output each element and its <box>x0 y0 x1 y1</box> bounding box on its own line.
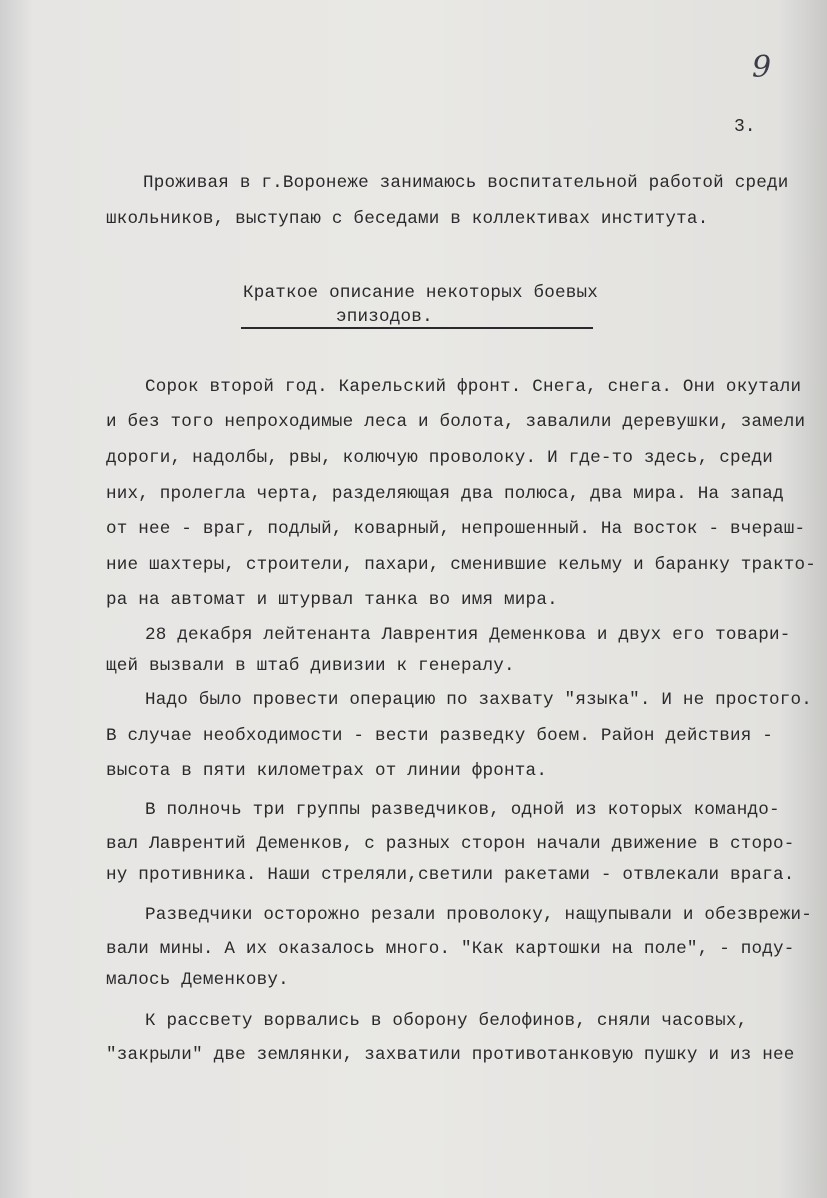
body-line: малось Деменкову. <box>106 970 289 990</box>
body-line: В случае необходимости - вести разведку боем. Район действия - <box>106 726 773 746</box>
body-line: вал Лаврентий Деменков, с разных сторон начали движение в сторо- <box>106 834 795 854</box>
body-line: дороги, надолбы, рвы, колючую проволоку. И где-то здесь, среди <box>106 448 773 468</box>
body-line: ние шахтеры, строители, пахари, сменившие кельму и баранку тракто- <box>106 555 817 575</box>
body-line: от нее - враг, подлый, коварный, непрошенный. На восток - вчераш- <box>106 519 806 539</box>
body-line: К рассвету ворвались в оборону белофинов, сняли часовых, <box>145 1011 748 1031</box>
intro-line: Проживая в г.Воронеже занимаюсь воспитательной работой среди <box>143 173 789 193</box>
body-line: 28 декабря лейтенанта Лаврентия Деменкова и двух его товари- <box>145 625 791 645</box>
section-heading: эпизодов. <box>336 307 433 327</box>
body-line: и без того непроходимые леса и болота, завалили деревушки, замели <box>106 412 806 432</box>
intro-line: школьников, выступаю с беседами в коллективах института. <box>106 209 709 229</box>
body-line: Разведчики осторожно резали проволоку, нащупывали и обезврежи- <box>145 905 812 925</box>
body-line: "закрыли" две землянки, захватили противотанковую пушку и из нее <box>106 1045 795 1065</box>
heading-underline <box>241 327 593 329</box>
handwritten-page-number: 9 <box>752 50 772 85</box>
body-line: них, пролегла черта, разделяющая два полюса, два мира. На запад <box>106 484 784 504</box>
body-line: В полночь три группы разведчиков, одной из которых командо- <box>145 800 780 820</box>
page-number: 3. <box>734 117 756 137</box>
body-line: ра на автомат и штурвал танка во имя мира. <box>106 590 558 610</box>
body-line: высота в пяти километрах от линии фронта. <box>106 761 548 781</box>
body-line: Сорок второй год. Карельский фронт. Снега, снега. Они окутали <box>145 377 802 397</box>
body-line: щей вызвали в штаб дивизии к генералу. <box>106 656 515 676</box>
body-line: ну противника. Наши стреляли,светили ракетами - отвлекали врага. <box>106 865 795 885</box>
section-heading: Краткое описание некоторых боевых <box>243 283 599 303</box>
body-line: вали мины. А их оказалось много. "Как картошки на поле", - поду- <box>106 939 795 959</box>
body-line: Надо было провести операцию по захвату "языка". И не простого. <box>145 690 812 710</box>
